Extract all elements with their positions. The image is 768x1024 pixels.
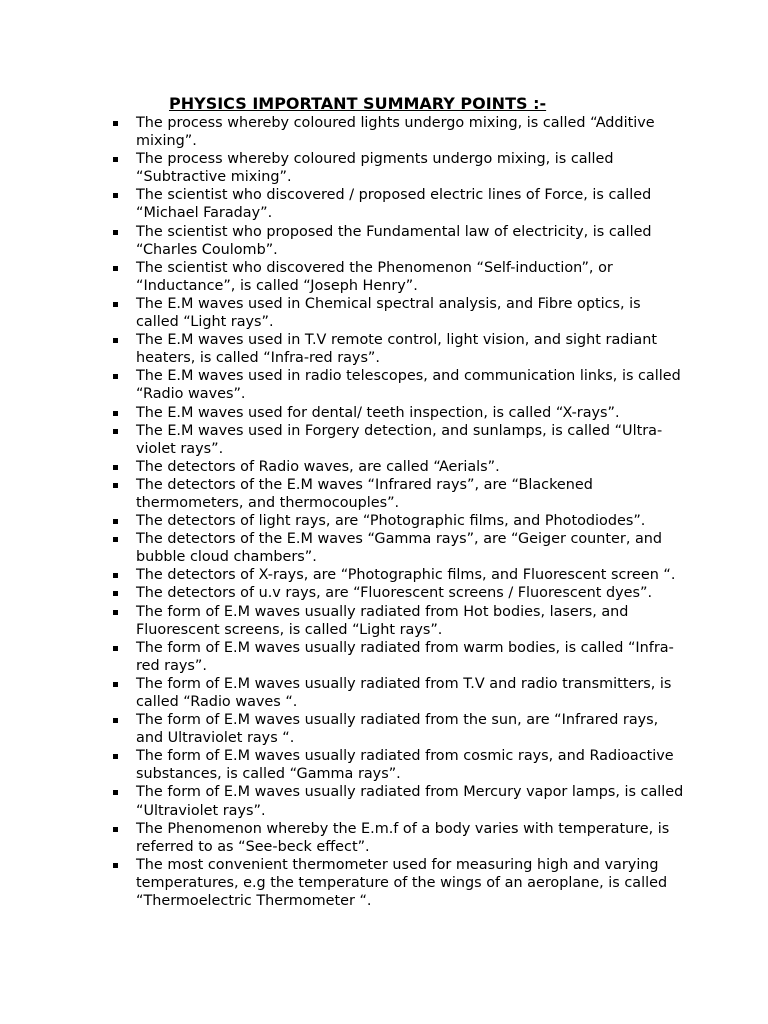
- square-bullet-icon: [113, 121, 118, 126]
- list-item-text: The E.M waves used in radio telescopes, and communication links, is called “Radio waves”.: [136, 368, 681, 403]
- square-bullet-icon: [113, 302, 118, 307]
- square-bullet-icon: [113, 429, 118, 434]
- square-bullet-icon: [113, 193, 118, 198]
- list-item: [0, 530, 684, 566]
- list-item-text: The E.M waves used in Forgery detection, and sunlamps, is called “Ultra-violet rays”.: [136, 422, 663, 457]
- list-item-text: The detectors of X-rays, are “Photographic films, and Fluorescent screen “.: [136, 567, 676, 584]
- list-item-text: The scientist who discovered / proposed electric lines of Force, is called “Michael Faraday”.: [136, 187, 652, 222]
- list-item-text: The detectors of light rays, are “Photographic films, and Photodiodes”.: [136, 513, 646, 530]
- list-item-text: The form of E.M waves usually radiated from T.V and radio transmitters, is called “Radio waves “.: [136, 675, 672, 710]
- list-item-text: The form of E.M waves usually radiated from the sun, are “Infrared rays, and Ultraviolet rays “.: [136, 712, 659, 747]
- square-bullet-icon: [113, 465, 118, 470]
- square-bullet-icon: [113, 537, 118, 542]
- list-item-text: The form of E.M waves usually radiated from Mercury vapor lamps, is called “Ultraviolet rays”.: [136, 784, 684, 819]
- list-item: [0, 711, 684, 747]
- square-bullet-icon: [113, 718, 118, 723]
- square-bullet-icon: [113, 230, 118, 235]
- square-bullet-icon: [113, 157, 118, 162]
- list-item: [0, 114, 684, 150]
- list-item: [0, 331, 684, 367]
- list-item: [0, 422, 684, 458]
- list-item: [0, 603, 684, 639]
- list-item: [0, 783, 684, 819]
- summary-list: [0, 114, 768, 910]
- list-item-text: The process whereby coloured pigments undergo mixing, is called “Subtractive mixing”.: [136, 151, 614, 186]
- list-item-text: The detectors of the E.M waves “Infrared rays”, are “Blackened thermometers, and thermocouples”.: [136, 476, 593, 511]
- square-bullet-icon: [113, 610, 118, 615]
- list-item-text: The detectors of the E.M waves “Gamma rays”, are “Geiger counter, and bubble cloud chambers”.: [136, 531, 663, 566]
- square-bullet-icon: [113, 591, 118, 596]
- square-bullet-icon: [113, 338, 118, 343]
- square-bullet-icon: [113, 411, 118, 416]
- list-item: [0, 820, 684, 856]
- list-item-text: The process whereby coloured lights undergo mixing, is called “Additive mixing”.: [136, 115, 655, 150]
- list-item: [0, 476, 684, 512]
- square-bullet-icon: [113, 790, 118, 795]
- list-item: [0, 223, 684, 259]
- list-item: [0, 856, 684, 910]
- page-title: PHYSICS IMPORTANT SUMMARY POINTS :-: [169, 94, 547, 113]
- square-bullet-icon: [113, 646, 118, 651]
- square-bullet-icon: [113, 374, 118, 379]
- list-item: [0, 675, 684, 711]
- list-item-text: The scientist who discovered the Phenomenon “Self-induction”, or “Inductance”, is called “Joseph Henry”.: [136, 259, 613, 294]
- list-item: [0, 404, 684, 422]
- list-item: [0, 584, 684, 602]
- list-item-text: The form of E.M waves usually radiated from Hot bodies, lasers, and Fluorescent screens, is called “Light rays”.: [136, 603, 629, 638]
- list-item: [0, 566, 684, 584]
- square-bullet-icon: [113, 573, 118, 578]
- square-bullet-icon: [113, 483, 118, 488]
- list-item-text: The most convenient thermometer used for measuring high and varying temperatures, e.g the temperature of the wings of an aeroplane, is called “Thermoelectric Thermometer “.: [136, 856, 668, 910]
- list-item-text: The form of E.M waves usually radiated from warm bodies, is called “Infra-red rays”.: [136, 639, 674, 674]
- list-item: [0, 259, 684, 295]
- list-item: [0, 639, 684, 675]
- list-item-text: The E.M waves used in T.V remote control, light vision, and sight radiant heaters, is called “Infra-red rays”.: [136, 332, 657, 367]
- list-item: [0, 458, 684, 476]
- list-item-text: The form of E.M waves usually radiated from cosmic rays, and Radioactive substances, is called “Gamma rays”.: [136, 748, 674, 783]
- square-bullet-icon: [113, 827, 118, 832]
- list-item: [0, 150, 684, 186]
- list-item: [0, 295, 684, 331]
- list-item-text: The detectors of u.v rays, are “Fluorescent screens / Fluorescent dyes”.: [136, 585, 653, 602]
- list-item-text: The Phenomenon whereby the E.m.f of a body varies with temperature, is referred to as “See-beck effect”.: [136, 820, 670, 855]
- list-item: [0, 367, 684, 403]
- square-bullet-icon: [113, 266, 118, 271]
- square-bullet-icon: [113, 863, 118, 868]
- list-item-text: The detectors of Radio waves, are called “Aerials”.: [136, 458, 500, 475]
- list-item: [0, 512, 684, 530]
- list-item-text: The E.M waves used for dental/ teeth inspection, is called “X-rays”.: [136, 404, 620, 421]
- list-item-text: The scientist who proposed the Fundamental law of electricity, is called “Charles Coulomb”.: [136, 223, 652, 258]
- list-item: [0, 186, 684, 222]
- square-bullet-icon: [113, 682, 118, 687]
- list-item: [0, 747, 684, 783]
- list-item-text: The E.M waves used in Chemical spectral analysis, and Fibre optics, is called “Light rays”.: [136, 295, 641, 331]
- square-bullet-icon: [113, 519, 118, 524]
- square-bullet-icon: [113, 754, 118, 759]
